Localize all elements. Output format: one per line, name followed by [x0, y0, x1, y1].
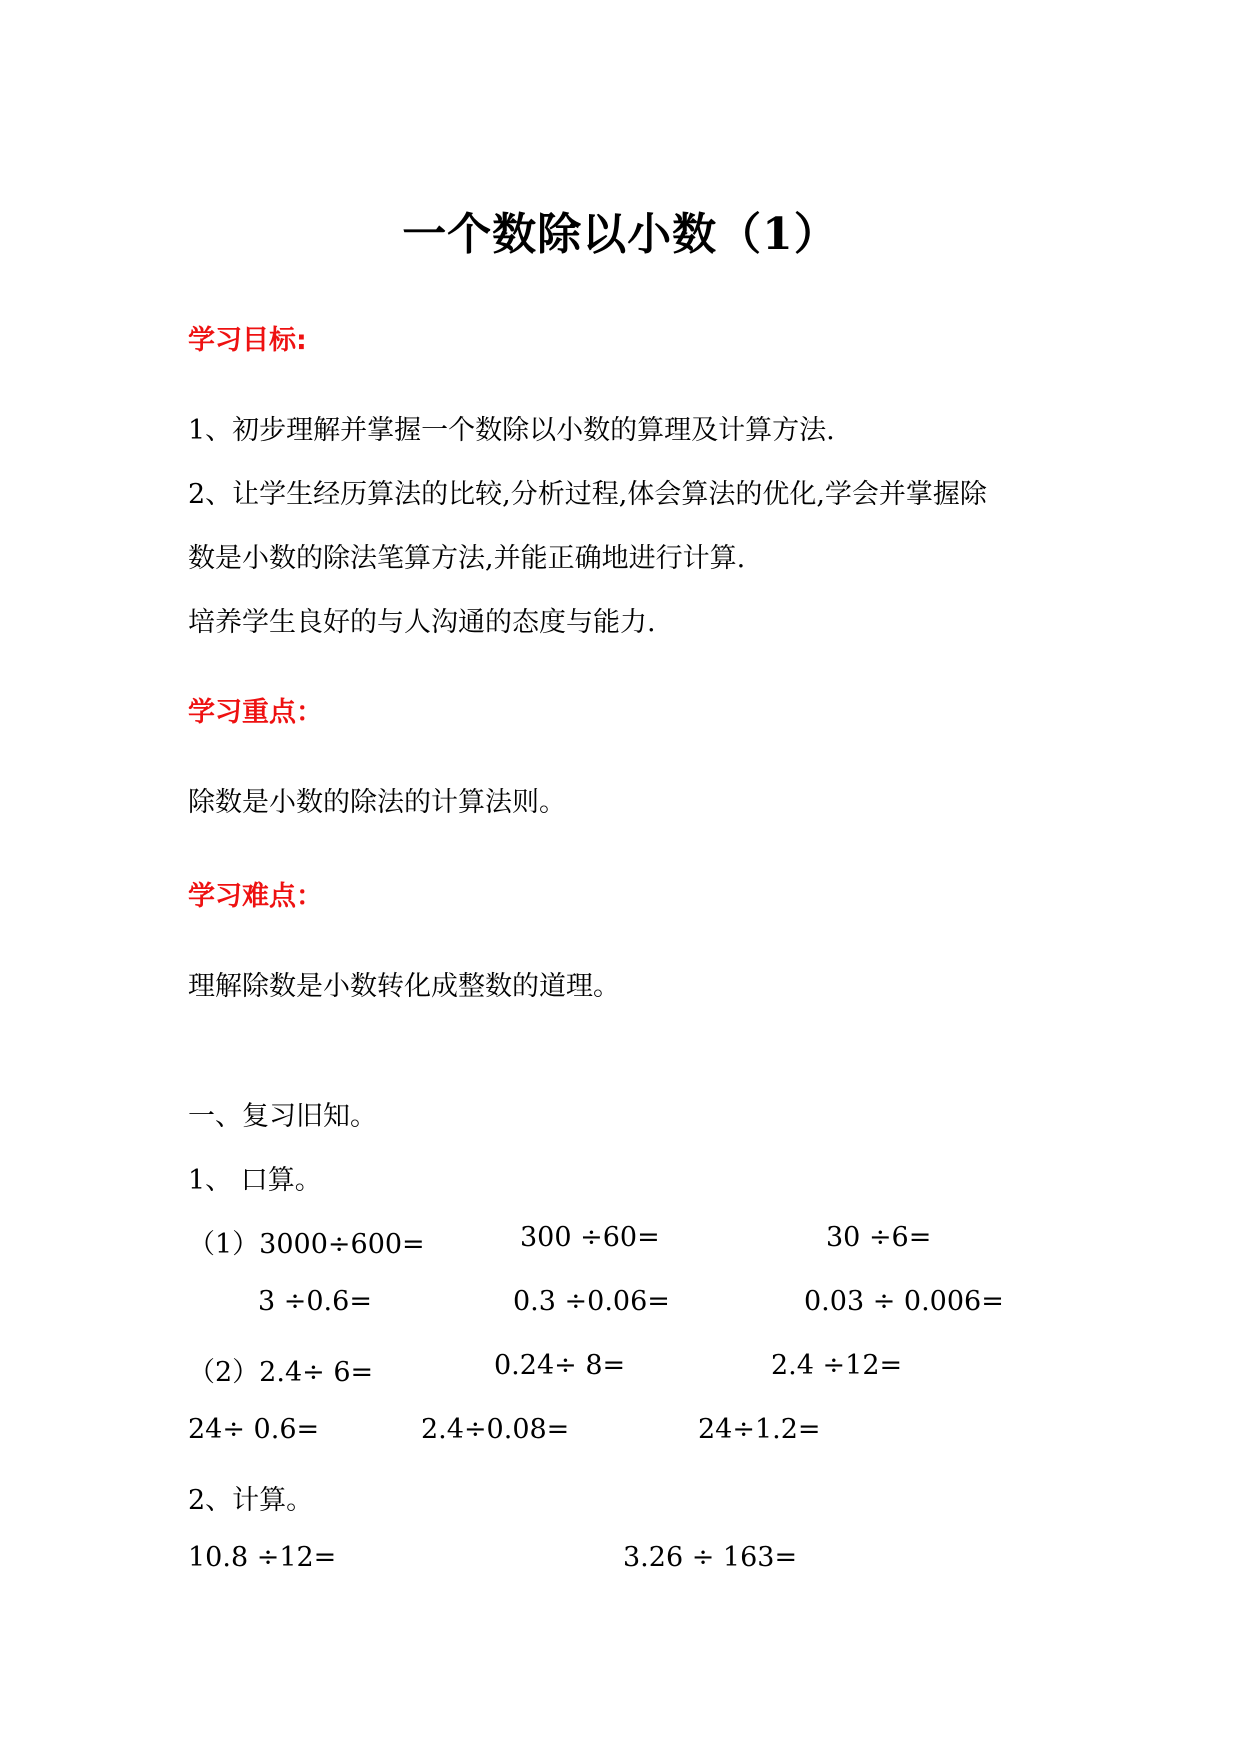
exercise-item: （2）2.4÷ 6= — [188, 1357, 374, 1388]
goal-item-1: 1、初步理解并掌握一个数除以小数的算理及计算方法. — [188, 415, 835, 446]
exercise-item: 30 ÷6= — [826, 1222, 932, 1253]
difficulty-heading: 学习难点： — [188, 881, 323, 912]
difficulty-text: 理解除数是小数转化成整数的道理。 — [188, 971, 620, 1002]
exercise-item: 10.8 ÷12= — [188, 1542, 337, 1573]
exercise-item: 2.4÷0.08= — [421, 1414, 570, 1445]
exercise-item: （1）3000÷600= — [188, 1229, 425, 1260]
goals-heading: 学习目标: — [188, 325, 307, 356]
exercise-item: 300 ÷60= — [520, 1222, 660, 1253]
exercise-item: 0.3 ÷0.06= — [513, 1286, 670, 1317]
exercise-item: 0.03 ÷ 0.006= — [804, 1286, 1004, 1317]
exercise-item: 24÷1.2= — [698, 1414, 821, 1445]
goal-item-2-continued: 数是小数的除法笔算方法,并能正确地进行计算. — [188, 543, 746, 574]
goal-item-2: 2、让学生经历算法的比较,分析过程,体会算法的优化,学会并掌握除 — [188, 479, 987, 510]
exercise-item: 0.24÷ 8= — [494, 1350, 626, 1381]
key-heading: 学习重点： — [188, 697, 323, 728]
calc-title: 2、计算。 — [188, 1485, 314, 1516]
part-one-heading: 一、复习旧知。 — [188, 1101, 377, 1132]
goal-item-3: 培养学生良好的与人沟通的态度与能力. — [188, 607, 656, 638]
exercise-item: 24÷ 0.6= — [188, 1414, 320, 1445]
page-title: 一个数除以小数（1） — [402, 209, 839, 260]
exercise-item: 3.26 ÷ 163= — [623, 1542, 798, 1573]
oral-calc-title: 1、 口算。 — [188, 1165, 322, 1196]
exercise-item: 3 ÷0.6= — [258, 1286, 372, 1317]
exercise-item: 2.4 ÷12= — [771, 1350, 903, 1381]
key-text: 除数是小数的除法的计算法则。 — [188, 787, 566, 818]
